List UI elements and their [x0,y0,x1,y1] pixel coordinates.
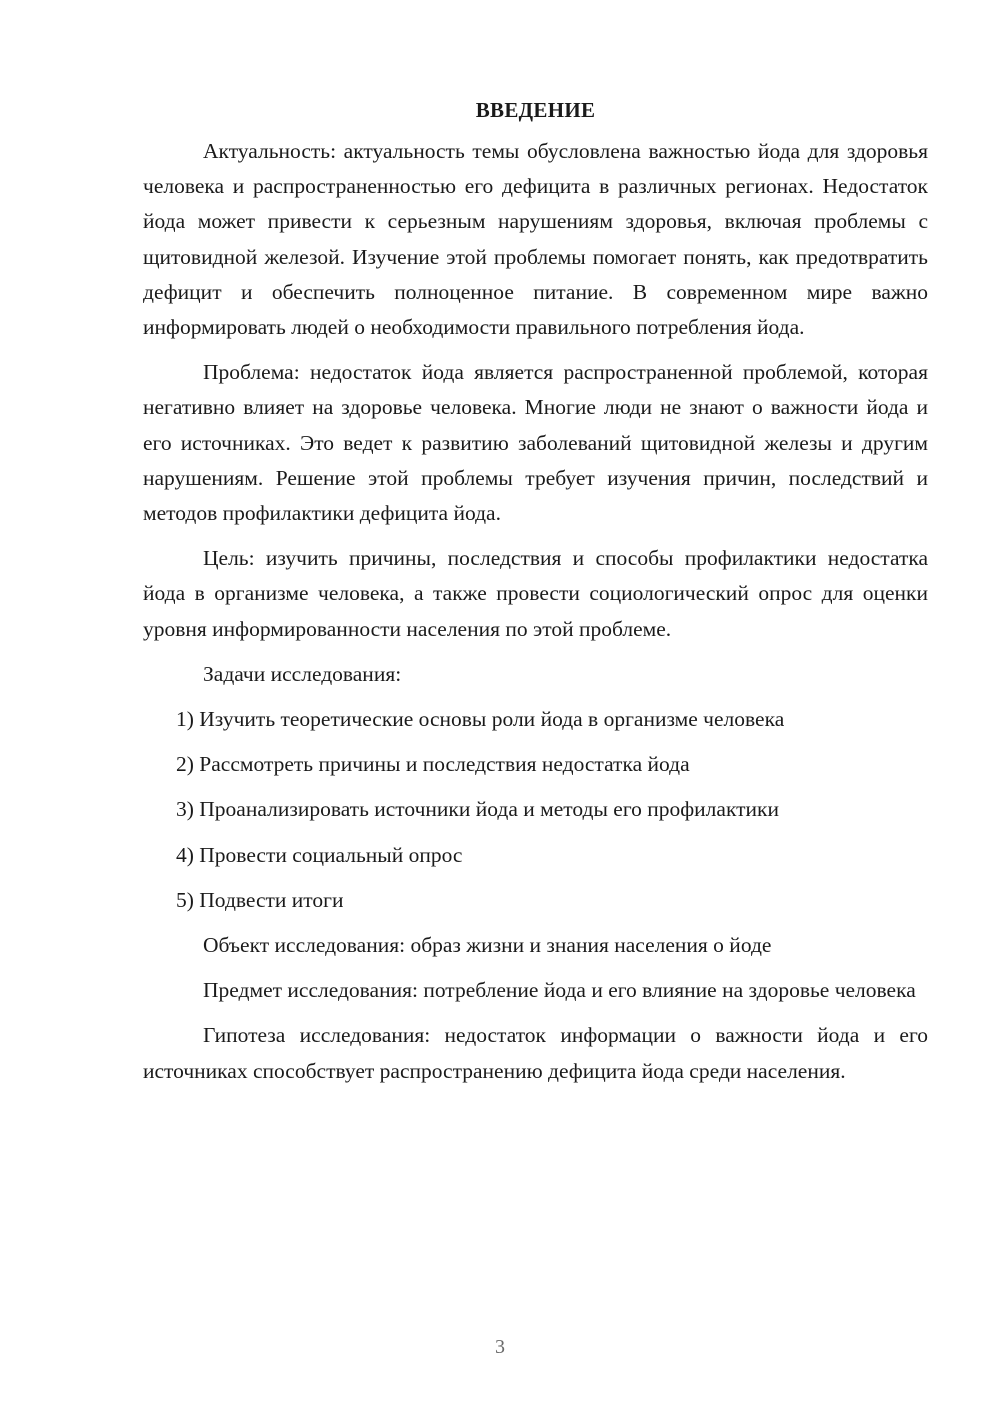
tasks-list [143,702,928,918]
relevance-paragraph: Актуальность: актуальность темы обусловлена важностью йода для здоровья человека и распространенностью его дефицита в различных регионах. Недостаток йода может привести к серьезным нарушениям здоровья, включая проблемы с щитовидной железой. Изучение этой проблемы помогает понять, как предотвратить дефицит и обеспечить полноценное питание. В современном мире важно информировать людей о необходимости правильного потребления йода. [143,139,928,340]
page-number: 3 [495,1336,505,1358]
task-item-1: 1) Изучить теоретические основы роли йода в организме человека [176,707,785,732]
object-paragraph: Объект исследования: образ жизни и знания населения о йоде [203,933,772,958]
subject-paragraph: Предмет исследования: потребление йода и его влияние на здоровье человека [203,978,916,1003]
task-item-5: 5) Подвести итоги [176,887,344,912]
hypothesis-paragraph: Гипотеза исследования: недостаток информации о важности йода и его источниках способствует распространению дефицита йода среди населения. [143,1023,928,1083]
problem-paragraph: Проблема: недостаток йода является распространенной проблемой, которая негативно влияет на здоровье человека. Многие люди не знают о важности йода и его источниках. Это ведет к развитию заболеваний щитовидной железы и другим нарушениям. Решение этой проблемы требует изучения причин, последствий и методов профилактики дефицита йода. [143,360,928,526]
task-item-3: 3) Проанализировать источники йода и методы его профилактики [176,797,779,822]
task-item-2: 2) Рассмотреть причины и последствия недостатка йода [176,752,690,777]
tasks-heading: Задачи исследования: [203,661,402,686]
goal-paragraph: Цель: изучить причины, последствия и способы профилактики недостатка йода в организме человека, а также провести социологический опрос для оценки уровня информированности населения по этой проблеме. [143,546,928,641]
page-title: ВВЕДЕНИЕ [475,98,596,122]
task-item-4: 4) Провести социальный опрос [176,842,463,867]
document-page [143,94,928,1099]
